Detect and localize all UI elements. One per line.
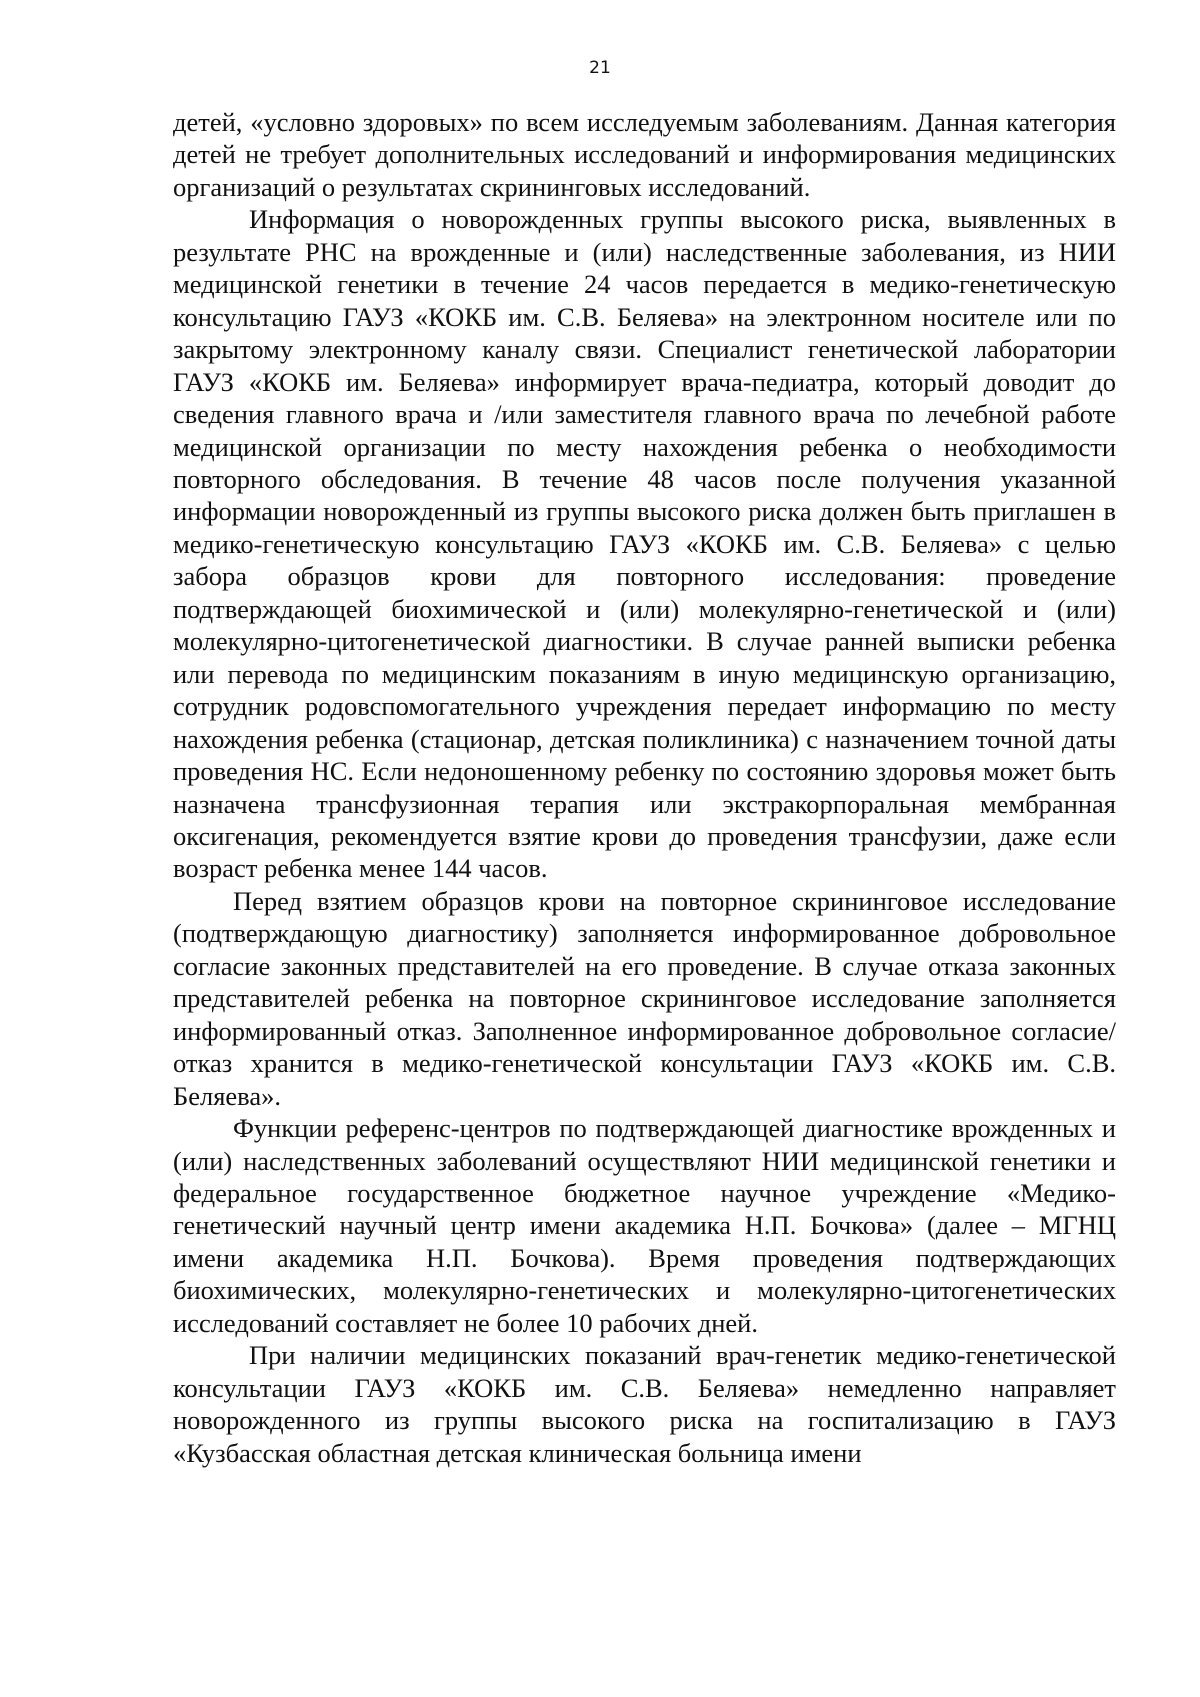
paragraph-informed-consent: Перед взятием образцов крови на повторное скрининговое исследование (подтверждающую диагностику) заполняется информированное добровольное согласие законных представителей на его проведение. В случае отказа законных представителей ребенка на повторное скрининговое исследование заполняется информированный отказ. Заполненное информированное добровольное согласие/отказ хранится в медико-генетической консультации ГАУЗ «КОКБ им. С.В. Беляева». (173, 885, 1116, 1111)
paragraph-continuation: детей, «условно здоровых» по всем исследуемым заболеваниям. Данная категория детей не требует дополнительных исследований и информирования медицинских организаций о результатах скрининговых исследований. (173, 107, 1116, 202)
paragraph-reference-centers: Функции референс-центров по подтверждающей диагностике врожденных и (или) наследственных заболеваний осуществляют НИИ медицинской генетики и федеральное государственное бюджетное научное учреждение «Медико-генетический научный центр имени академика Н.П. Бочкова» (далее – МГНЦ имени академика Н.П. Бочкова). Время проведения подтверждающих биохимических, молекулярно-генетических и молекулярно-цитогенетических исследований составляет не более 10 рабочих дней. (173, 1113, 1116, 1338)
paragraph-hospitalization: При наличии медицинских показаний врач-генетик медико-генетической консультации ГАУЗ «КОКБ им. С.В. Беляева» немедленно направляет новорожденного из группы высокого риска на госпитализацию в ГАУЗ «Кузбасская областная детская клиническая больница имени (173, 1340, 1116, 1468)
page-number: 21 (589, 58, 611, 78)
document-body (173, 106, 1116, 1469)
paragraph-high-risk-info: Информация о новорожденных группы высокого риска, выявленных в результате РНС на врожденные и (или) наследственные заболевания, из НИИ медицинской генетики в течение 24 часов передается в медико-генетическую консультацию ГАУЗ «КОКБ им. С.В. Беляева» на электронном носителе или по закрытому электронному каналу связи. Специалист генетической лаборатории ГАУЗ «КОКБ им. Беляева» информирует врача-педиатра, который доводит до сведения главного врача и /или заместителя главного врача по лечебной работе медицинской организации по месту нахождения ребенка о необходимости повторного обследования. В течение 48 часов после получения указанной информации новорожденный из группы высокого риска должен быть приглашен в медико-генетическую консультацию ГАУЗ «КОКБ им. С.В. Беляева» с целью забора образцов крови для повторного исследования: проведение подтверждающей биохимической и (или) молекулярно-генетической и (или) молекулярно-цитогенетической диагностики. В случае ранней выписки ребенка или перевода по медицинским показаниям в иную медицинскую организацию, сотрудник родовспомогательного учреждения передает информацию по месту нахождения ребенка (стационар, детская поликлиника) с назначением точной даты проведения НС. Если недоношенному ребенку по состоянию здоровья может быть назначена трансфузионная терапия или экстракорпоральная мембранная оксигенация, рекомендуется взятие крови до проведения трансфузии, даже если возраст ребенка менее 144 часов. (173, 204, 1116, 884)
